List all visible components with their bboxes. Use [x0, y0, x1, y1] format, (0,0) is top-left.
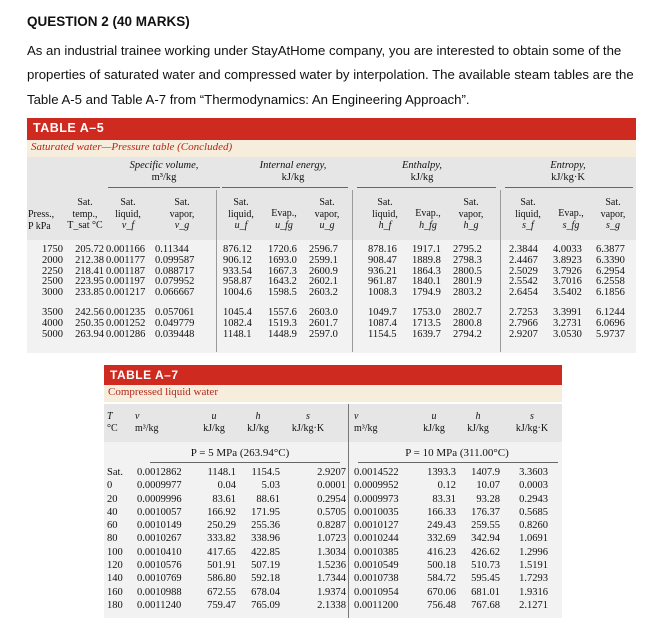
- a5-cell-uf: 958.87: [223, 276, 252, 288]
- a5-data-hfg: [412, 245, 448, 341]
- a7-cell-v5: 0.0010149: [137, 520, 182, 532]
- a7-pressure-rule-left: [150, 462, 340, 463]
- a5-cell-uf: 876.12: [223, 244, 252, 255]
- a5-cell-hfg: 1840.1: [412, 276, 441, 288]
- a5-cell-hg: 2802.7: [453, 307, 482, 319]
- a5-cell-sg: 5.9737: [596, 329, 625, 341]
- a5-cell-sfg: 3.8923: [553, 254, 582, 266]
- a7-cell-h5: 5.03: [261, 480, 280, 492]
- a5-data-sf: [509, 245, 549, 341]
- a7-cell-h10: 681.01: [471, 586, 500, 598]
- a7-cell-h5: 338.96: [251, 533, 280, 545]
- a5-cell-hf: 1154.5: [368, 329, 397, 341]
- a5-data-hg: [453, 245, 493, 341]
- a7-cell-v10: 0.0011200: [354, 599, 399, 611]
- a5-data-ug: [309, 245, 349, 341]
- a5-cell-vg: 0.079952: [155, 276, 195, 288]
- a5-col-sfg: Evap., s_fg: [558, 208, 584, 231]
- a5-cell-hf: 908.47: [368, 254, 397, 266]
- a7-cell-s5: 1.7344: [317, 573, 346, 585]
- a5-cell-hfg: 1713.5: [412, 318, 441, 330]
- a7-cell-s10: 0.5685: [519, 506, 548, 518]
- a7-cell-v10: 0.0014522: [354, 467, 399, 478]
- table-a5-label: TABLE A–5: [33, 121, 105, 135]
- a5-separator-1: [216, 190, 217, 352]
- a7-cell-v5: 0.0010576: [137, 560, 182, 572]
- a7-col-s10: s kJ/kg·K: [515, 411, 549, 434]
- a7-cell-v5: 0.0009977: [137, 480, 182, 492]
- a7-cell-v10: 0.0010127: [354, 520, 399, 532]
- a5-cell-vf: 0.001197: [106, 276, 145, 288]
- a5-cell-uf: 1082.4: [223, 318, 252, 330]
- a5-col-vg: Sat. vapor, v_g: [169, 197, 195, 231]
- a7-cell-v10: 0.0010035: [354, 506, 399, 518]
- a5-cell-ug: 2599.1: [309, 254, 338, 266]
- a7-cell-T: 140: [107, 573, 123, 585]
- a7-cell-T: 20: [107, 493, 118, 505]
- a5-cell-ufg: 1448.9: [268, 329, 297, 341]
- a7-col-u5: u kJ/kg: [203, 411, 225, 434]
- a5-cell-P: 2500: [42, 276, 63, 288]
- a7-cell-T: 0: [107, 480, 113, 492]
- a7-cell-u5: 672.55: [207, 586, 236, 598]
- a7-cell-s5: 0.0001: [317, 480, 346, 492]
- a5-cell-vg: 0.11344: [155, 244, 189, 255]
- a5-cell-sg: 6.2558: [596, 276, 625, 288]
- a7-cell-u10: 166.33: [427, 506, 456, 518]
- a7-cell-T: 60: [107, 520, 118, 532]
- a7-cell-u5: 166.92: [207, 506, 236, 518]
- a7-cell-u10: 670.06: [427, 586, 456, 598]
- a5-separator-2: [352, 190, 353, 352]
- a7-cell-v10: 0.0010954: [354, 586, 399, 598]
- a7-cell-u10: 416.23: [427, 546, 456, 558]
- a5-data-t: [64, 245, 104, 341]
- a5-col-ufg: Evap., u_fg: [271, 208, 297, 231]
- a7-cell-v10: 0.0009973: [354, 493, 399, 505]
- a7-cell-s10: 0.0003: [519, 480, 548, 492]
- a5-cell-hfg: 1753.0: [412, 307, 441, 319]
- a7-cell-v10: 0.0009952: [354, 480, 399, 492]
- a7-cell-v10: 0.0010738: [354, 573, 399, 585]
- a5-cell-sg: 6.3390: [596, 254, 625, 266]
- a7-data-s10: [502, 466, 548, 612]
- a5-group-rule-volume: [108, 187, 220, 188]
- a5-cell-vf: 0.001166: [106, 244, 145, 255]
- a7-cell-h5: 422.85: [251, 546, 280, 558]
- a5-cell-ug: 2602.1: [309, 276, 338, 288]
- a7-cell-h10: 1407.9: [471, 467, 500, 478]
- a7-cell-u10: 1393.3: [427, 467, 456, 478]
- a5-cell-ug: 2596.7: [309, 244, 338, 255]
- a7-col-v10: v m³/kg: [354, 411, 378, 434]
- a5-cell-ug: 2603.2: [309, 287, 338, 299]
- table-a7-subtitle: Compressed liquid water: [108, 386, 218, 398]
- question-body: As an industrial trainee working under StayAtHome company, you are interested to obtain some of the properties of saturated water and compressed water by interpolation. The available steam tables are the Table A-5 and Table A-7 from “Thermodynamics: An Engineering Approach”.: [27, 43, 634, 107]
- a5-cell-vf: 0.001252: [106, 318, 146, 330]
- a5-cell-P: 2250: [42, 265, 63, 277]
- a7-cell-s5: 1.5236: [317, 560, 346, 572]
- a7-cell-T: 160: [107, 586, 123, 598]
- a7-cell-T: 180: [107, 599, 123, 611]
- a7-cell-u5: 759.47: [207, 599, 236, 611]
- a5-cell-P: 1750: [42, 244, 63, 255]
- a7-cell-u5: 501.91: [207, 560, 236, 572]
- a5-cell-sf: 2.6454: [509, 287, 538, 299]
- a5-cell-sg: 6.0696: [596, 318, 625, 330]
- a5-cell-ufg: 1720.6: [268, 244, 297, 255]
- a7-cell-s10: 0.2943: [519, 493, 548, 505]
- a5-cell-vg: 0.039448: [155, 329, 195, 341]
- a7-data-v5: [137, 466, 199, 612]
- a5-col-temp: Sat. temp., T_sat °C: [67, 197, 103, 231]
- a7-cell-s5: 0.2954: [317, 493, 346, 505]
- a7-data-h5: [238, 466, 280, 612]
- a7-cell-u5: 0.04: [217, 480, 236, 492]
- a5-cell-hg: 2795.2: [453, 244, 482, 255]
- a5-cell-hg: 2801.9: [453, 276, 482, 288]
- a5-cell-sg: 6.1244: [596, 307, 625, 319]
- a7-cell-s5: 2.1338: [317, 599, 346, 611]
- a5-cell-T: 242.56: [75, 307, 104, 319]
- a7-cell-s5: 1.3034: [317, 546, 346, 558]
- a7-cell-v5: 0.0010988: [137, 586, 182, 598]
- a7-cell-u10: 0.12: [437, 480, 456, 492]
- a7-cell-h10: 176.37: [471, 506, 500, 518]
- a5-col-sf: Sat. liquid, s_f: [515, 197, 541, 231]
- a7-cell-u5: 1148.1: [207, 467, 236, 478]
- a5-cell-sg: 6.1856: [596, 287, 625, 299]
- a7-cell-s5: 0.5705: [317, 506, 346, 518]
- a5-group-entropy: Entropy, kJ/kg·K: [550, 160, 586, 183]
- a7-cell-h5: 765.09: [251, 599, 280, 611]
- table-a7-label: TABLE A–7: [110, 368, 179, 382]
- a5-cell-sfg: 4.0033: [553, 244, 582, 255]
- a5-col-vf: Sat. liquid, v_f: [115, 197, 141, 231]
- a5-cell-hg: 2800.5: [453, 265, 482, 277]
- a5-cell-uf: 1148.1: [223, 329, 252, 341]
- table-a7-subtitle-band: [104, 385, 562, 402]
- a5-cell-hf: 1008.3: [368, 287, 397, 299]
- a5-cell-sf: 2.9207: [509, 329, 538, 341]
- a7-col-s5: s kJ/kg·K: [291, 411, 325, 434]
- a5-separator-3: [500, 190, 501, 352]
- a5-group-rule-energy: [222, 187, 348, 188]
- a7-cell-u10: 756.48: [427, 599, 456, 611]
- a7-cell-s5: 2.9207: [317, 467, 346, 478]
- a7-cell-v5: 0.0012862: [137, 467, 182, 478]
- a7-cell-h10: 767.68: [471, 599, 500, 611]
- a5-cell-hg: 2803.2: [453, 287, 482, 299]
- a5-cell-vg: 0.088717: [155, 265, 195, 277]
- a5-cell-sg: 6.3877: [596, 244, 625, 255]
- a7-cell-h5: 1154.5: [251, 467, 280, 478]
- a7-cell-T: Sat.: [107, 467, 124, 478]
- a7-cell-s10: 2.1271: [519, 599, 548, 611]
- a7-cell-s5: 0.8287: [317, 520, 346, 532]
- a7-cell-h5: 88.61: [256, 493, 280, 505]
- a7-cell-h10: 10.07: [476, 480, 500, 492]
- a7-col-h5: h kJ/kg: [247, 411, 269, 434]
- a7-cell-v10: 0.0010549: [354, 560, 399, 572]
- a7-cell-v5: 0.0010410: [137, 546, 182, 558]
- a5-cell-T: 263.94: [75, 329, 104, 341]
- a5-cell-ufg: 1693.0: [268, 254, 297, 266]
- a5-cell-uf: 933.54: [223, 265, 252, 277]
- a5-cell-vf: 0.001177: [106, 254, 145, 266]
- a7-cell-s10: 3.3603: [519, 467, 548, 478]
- a5-data-uf: [223, 245, 263, 341]
- a7-cell-h5: 507.19: [251, 560, 280, 572]
- a5-col-hg: Sat. vapor, h_g: [458, 197, 484, 231]
- a5-cell-ug: 2600.9: [309, 265, 338, 277]
- a5-cell-ufg: 1598.5: [268, 287, 297, 299]
- a7-cell-v5: 0.0010769: [137, 573, 182, 585]
- a5-cell-sf: 2.4467: [509, 254, 538, 266]
- a5-group-enthalpy: Enthalpy, kJ/kg: [402, 160, 442, 183]
- a7-cell-u5: 417.65: [207, 546, 236, 558]
- a5-cell-ug: 2603.0: [309, 307, 338, 319]
- a5-cell-P: 4000: [42, 318, 63, 330]
- a7-cell-v5: 0.0009996: [137, 493, 182, 505]
- a5-cell-hfg: 1889.8: [412, 254, 441, 266]
- a5-cell-sfg: 3.5402: [553, 287, 582, 299]
- a7-cell-T: 100: [107, 546, 123, 558]
- a7-pressure-left: P = 5 MPa (263.94°C): [190, 447, 290, 459]
- a5-cell-P: 5000: [42, 329, 63, 341]
- a5-col-hf: Sat. liquid, h_f: [372, 197, 398, 231]
- a7-cell-s5: 1.9374: [317, 586, 346, 598]
- a7-cell-v5: 0.0011240: [137, 599, 182, 611]
- a5-cell-vg: 0.099587: [155, 254, 195, 266]
- a5-cell-hg: 2794.2: [453, 329, 482, 341]
- a5-data-sg: [596, 245, 634, 341]
- a5-data-vf: [106, 245, 154, 341]
- a5-cell-sf: 2.5542: [509, 276, 538, 288]
- a7-col-h10: h kJ/kg: [467, 411, 489, 434]
- a5-cell-ufg: 1519.3: [268, 318, 297, 330]
- a5-cell-sf: 2.7966: [509, 318, 538, 330]
- a5-cell-sf: 2.7253: [509, 307, 538, 319]
- a5-cell-P: 2000: [42, 254, 63, 266]
- a7-cell-s10: 1.2996: [519, 546, 548, 558]
- a7-data-t: [107, 466, 137, 612]
- a7-cell-u10: 584.72: [427, 573, 456, 585]
- a7-pressure-rule-right: [358, 462, 558, 463]
- a5-cell-hg: 2798.3: [453, 254, 482, 266]
- a5-cell-P: 3000: [42, 287, 63, 299]
- a5-cell-sfg: 3.2731: [553, 318, 582, 330]
- a7-data-h10: [458, 466, 500, 612]
- a7-cell-s5: 1.0723: [317, 533, 346, 545]
- a5-cell-hfg: 1794.9: [412, 287, 441, 299]
- a5-cell-sfg: 3.3991: [553, 307, 582, 319]
- a5-cell-vf: 0.001235: [106, 307, 146, 319]
- a7-cell-v5: 0.0010057: [137, 506, 182, 518]
- a5-cell-sfg: 3.7016: [553, 276, 582, 288]
- a7-cell-u5: 83.61: [212, 493, 236, 505]
- a5-data-sfg: [553, 245, 591, 341]
- a7-pressure-right: P = 10 MPa (311.00°C): [405, 447, 509, 459]
- a5-cell-ufg: 1643.2: [268, 276, 297, 288]
- a5-cell-hfg: 1639.7: [412, 329, 441, 341]
- a7-cell-h5: 592.18: [251, 573, 280, 585]
- a7-cell-s10: 1.7293: [519, 573, 548, 585]
- a5-cell-T: 233.85: [75, 287, 104, 299]
- a5-cell-sf: 2.5029: [509, 265, 538, 277]
- a7-cell-h5: 678.04: [251, 586, 280, 598]
- a7-cell-v10: 0.0010385: [354, 546, 399, 558]
- a7-cell-h10: 259.55: [471, 520, 500, 532]
- a7-data-s5: [282, 466, 346, 612]
- a5-cell-hg: 2800.8: [453, 318, 482, 330]
- a5-cell-uf: 1004.6: [223, 287, 252, 299]
- a5-col-ug: Sat. vapor, u_g: [314, 197, 340, 231]
- a7-center-separator: [348, 404, 349, 618]
- a7-col-v5: v m³/kg: [135, 411, 159, 434]
- a7-cell-h10: 510.73: [471, 560, 500, 572]
- a5-cell-sfg: 3.7926: [553, 265, 582, 277]
- a5-cell-ug: 2601.7: [309, 318, 338, 330]
- a7-cell-T: 40: [107, 506, 118, 518]
- a5-col-sg: Sat. vapor, s_g: [600, 197, 626, 231]
- a5-cell-vg: 0.057061: [155, 307, 195, 319]
- a7-cell-u10: 249.43: [427, 520, 456, 532]
- a7-cell-h10: 342.94: [471, 533, 500, 545]
- a5-cell-vf: 0.001187: [106, 265, 145, 277]
- a5-cell-hf: 1087.4: [368, 318, 397, 330]
- a5-cell-hf: 936.21: [368, 265, 397, 277]
- a5-col-press: Press., P kPa: [28, 209, 55, 232]
- a5-data-ufg: [268, 245, 304, 341]
- a5-group-volume: Specific volume, m³/kg: [129, 160, 199, 183]
- a5-group-energy: Internal energy, kJ/kg: [259, 160, 327, 183]
- a5-cell-uf: 906.12: [223, 254, 252, 266]
- a7-data-v10: [354, 466, 416, 612]
- a7-cell-u5: 586.80: [207, 573, 236, 585]
- a5-data-p: [28, 245, 63, 341]
- a7-cell-u5: 250.29: [207, 520, 236, 532]
- a7-cell-h5: 171.95: [251, 506, 280, 518]
- a5-cell-P: 3500: [42, 307, 63, 319]
- a7-cell-u10: 83.31: [432, 493, 456, 505]
- a7-cell-s10: 1.0691: [519, 533, 548, 545]
- a5-cell-sg: 6.2954: [596, 265, 625, 277]
- a5-cell-ug: 2597.0: [309, 329, 338, 341]
- a7-data-u5: [196, 466, 236, 612]
- a5-data-vg: [155, 245, 213, 341]
- a7-cell-T: 120: [107, 560, 123, 572]
- a7-cell-h10: 93.28: [476, 493, 500, 505]
- a7-col-u10: u kJ/kg: [423, 411, 445, 434]
- question-title: QUESTION 2 (40 MARKS): [27, 14, 190, 29]
- table-a5-label-band: [27, 118, 636, 140]
- a5-cell-hfg: 1917.1: [412, 244, 441, 255]
- a5-cell-vg: 0.066667: [155, 287, 195, 299]
- a7-cell-s10: 1.5191: [519, 560, 548, 572]
- a5-col-uf: Sat. liquid, u_f: [228, 197, 254, 231]
- a5-cell-T: 250.35: [75, 318, 104, 330]
- a7-cell-T: 80: [107, 533, 118, 545]
- table-a7-label-band: [104, 365, 562, 385]
- a5-cell-T: 223.95: [75, 276, 104, 288]
- a7-data-u10: [414, 466, 456, 612]
- a5-cell-hf: 961.87: [368, 276, 397, 288]
- a5-data-hf: [368, 245, 408, 341]
- a7-cell-h5: 255.36: [251, 520, 280, 532]
- a5-cell-vf: 0.001217: [106, 287, 146, 299]
- a5-cell-T: 212.38: [75, 254, 104, 266]
- a5-cell-T: 218.41: [75, 265, 104, 277]
- a7-cell-h10: 426.62: [471, 546, 500, 558]
- a5-cell-hf: 878.16: [368, 244, 397, 255]
- a5-cell-vf: 0.001286: [106, 329, 146, 341]
- a7-cell-v10: 0.0010244: [354, 533, 399, 545]
- a5-cell-hf: 1049.7: [368, 307, 397, 319]
- a5-cell-uf: 1045.4: [223, 307, 252, 319]
- table-a5-subtitle: Saturated water—Pressure table (Concluded): [31, 141, 233, 153]
- a5-col-hfg: Evap., h_fg: [415, 208, 441, 231]
- a7-cell-v5: 0.0010267: [137, 533, 182, 545]
- a5-cell-sfg: 3.0530: [553, 329, 582, 341]
- a5-group-rule-entropy: [505, 187, 633, 188]
- a5-cell-sf: 2.3844: [509, 244, 538, 255]
- a5-cell-hfg: 1864.3: [412, 265, 441, 277]
- a5-cell-vg: 0.049779: [155, 318, 195, 330]
- a7-cell-s10: 1.9316: [519, 586, 548, 598]
- a7-cell-u10: 500.18: [427, 560, 456, 572]
- a5-cell-ufg: 1667.3: [268, 265, 297, 277]
- a5-cell-ufg: 1557.6: [268, 307, 297, 319]
- a7-cell-h10: 595.45: [471, 573, 500, 585]
- a7-cell-s10: 0.8260: [519, 520, 548, 532]
- table-a5-subtitle-band: [27, 140, 636, 157]
- a5-cell-T: 205.72: [75, 244, 104, 255]
- a7-cell-u5: 333.82: [207, 533, 236, 545]
- a7-col-t: T °C: [107, 411, 118, 434]
- a7-cell-u10: 332.69: [427, 533, 456, 545]
- a5-group-rule-enthalpy: [357, 187, 496, 188]
